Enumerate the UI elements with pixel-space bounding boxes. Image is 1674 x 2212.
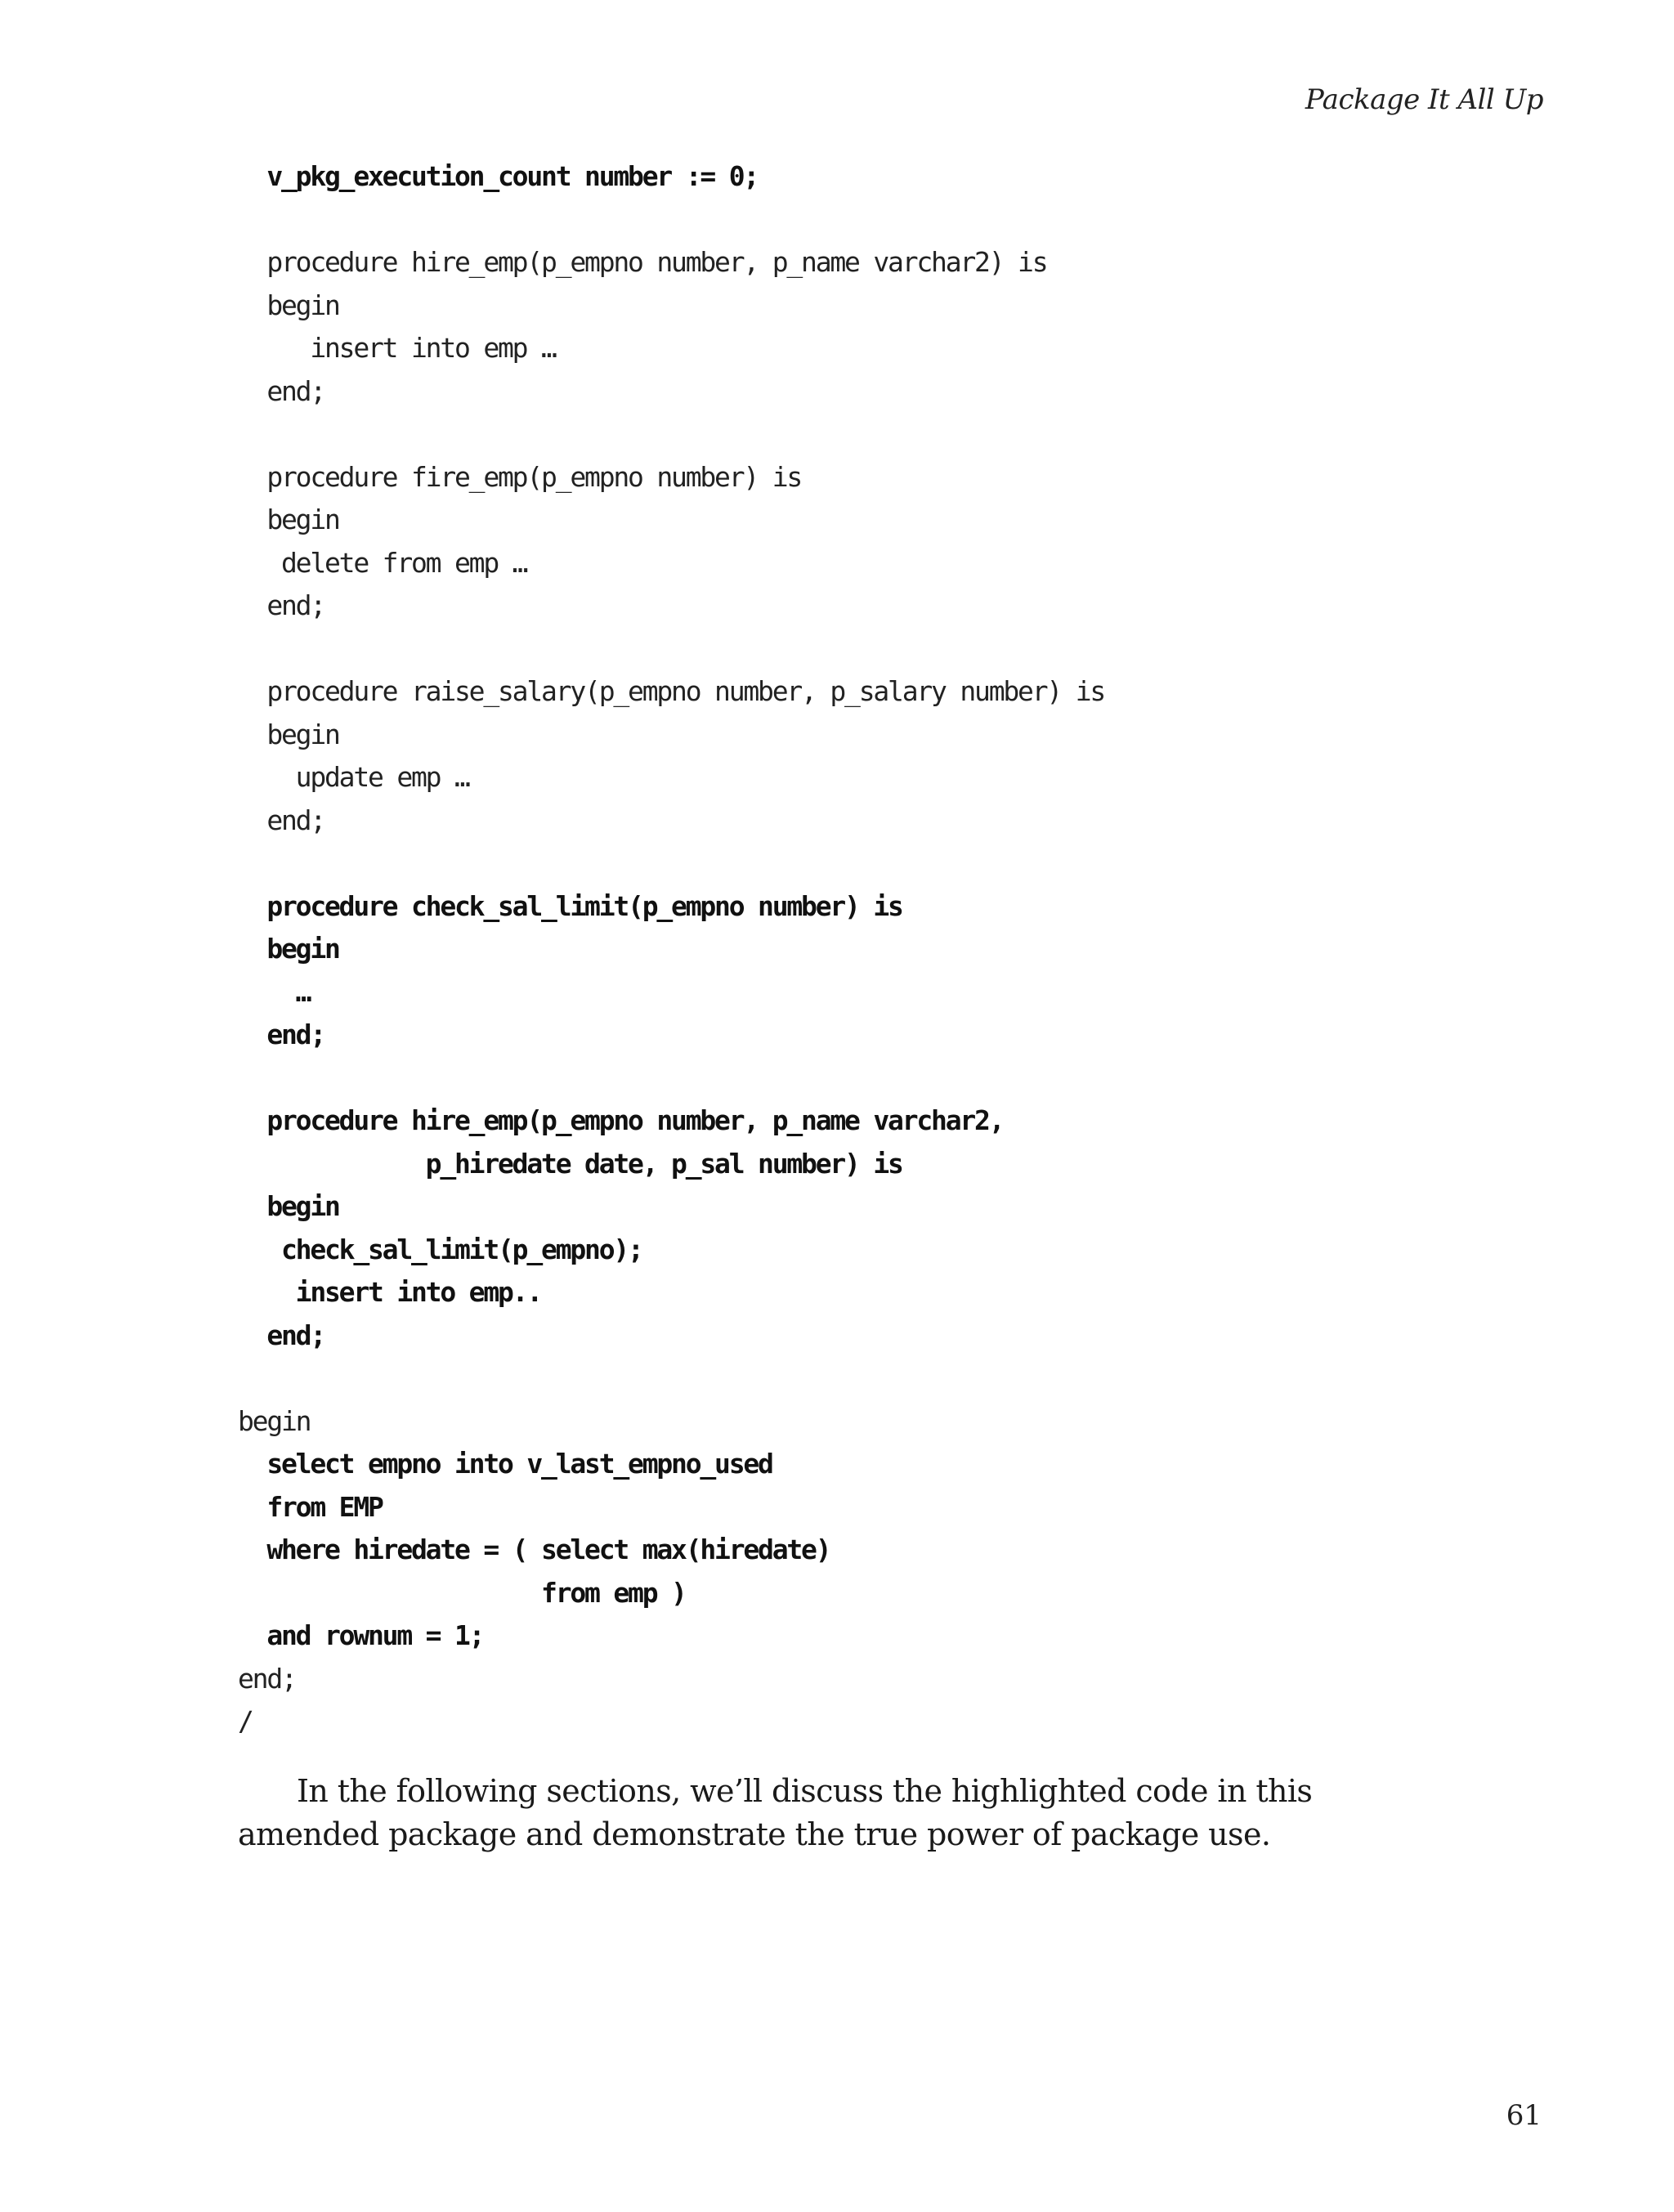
code-listing xyxy=(238,155,1104,1744)
code-line xyxy=(238,1357,1104,1400)
code-line: / xyxy=(238,1705,253,1737)
code-line: procedure hire_emp(p_empno number, p_name varchar2, xyxy=(238,1104,1004,1136)
code-line xyxy=(238,199,1104,242)
code-line: end; xyxy=(238,1019,325,1050)
running-head-title: Package It All Up xyxy=(1305,83,1543,116)
code-line: end; xyxy=(238,804,325,836)
code-line: begin xyxy=(238,289,339,321)
code-line: from EMP xyxy=(238,1490,383,1523)
code-line: where hiredate = ( select max(hiredate) xyxy=(238,1534,830,1565)
code-line: procedure check_sal_limit(p_empno number) is xyxy=(238,889,902,922)
code-line: … xyxy=(238,975,311,1008)
code-line: insert into emp … xyxy=(238,332,556,364)
code-line: procedure raise_salary(p_empno number, p_salary number) is xyxy=(238,675,1105,707)
code-line: procedure hire_emp(p_empno number, p_name varchar2) is xyxy=(238,246,1047,278)
code-line: end; xyxy=(238,1319,325,1351)
code-line: begin xyxy=(238,718,339,750)
code-line: begin xyxy=(238,933,339,965)
code-line: begin xyxy=(238,504,339,535)
code-line: from emp ) xyxy=(238,1576,686,1609)
body-paragraph: In the following sections, we’ll discuss the highlighted code in this amended package and demonstrate the true power of package use. xyxy=(238,1773,1313,1852)
code-line: v_pkg_execution_count number := 0; xyxy=(238,160,759,192)
code-line: begin xyxy=(238,1404,311,1437)
code-line xyxy=(238,842,1104,885)
code-line: p_hiredate date, p_sal number) is xyxy=(238,1147,902,1180)
page-number: 61 xyxy=(1506,2099,1542,2132)
code-line: procedure fire_emp(p_empno number) is xyxy=(238,460,802,493)
code-line: end; xyxy=(238,374,325,407)
code-line: update emp … xyxy=(238,761,469,793)
code-line: end; xyxy=(238,589,325,621)
code-line: delete from emp … xyxy=(238,546,527,579)
code-line xyxy=(238,1057,1104,1100)
code-line xyxy=(238,628,1104,671)
code-line: check_sal_limit(p_empno); xyxy=(238,1233,642,1265)
code-line: insert into emp.. xyxy=(238,1276,542,1308)
code-line xyxy=(238,413,1104,456)
code-line: select empno into v_last_empno_used xyxy=(238,1448,772,1480)
code-line: end; xyxy=(238,1662,296,1695)
code-line: and rownum = 1; xyxy=(238,1619,484,1651)
code-line: begin xyxy=(238,1190,339,1222)
